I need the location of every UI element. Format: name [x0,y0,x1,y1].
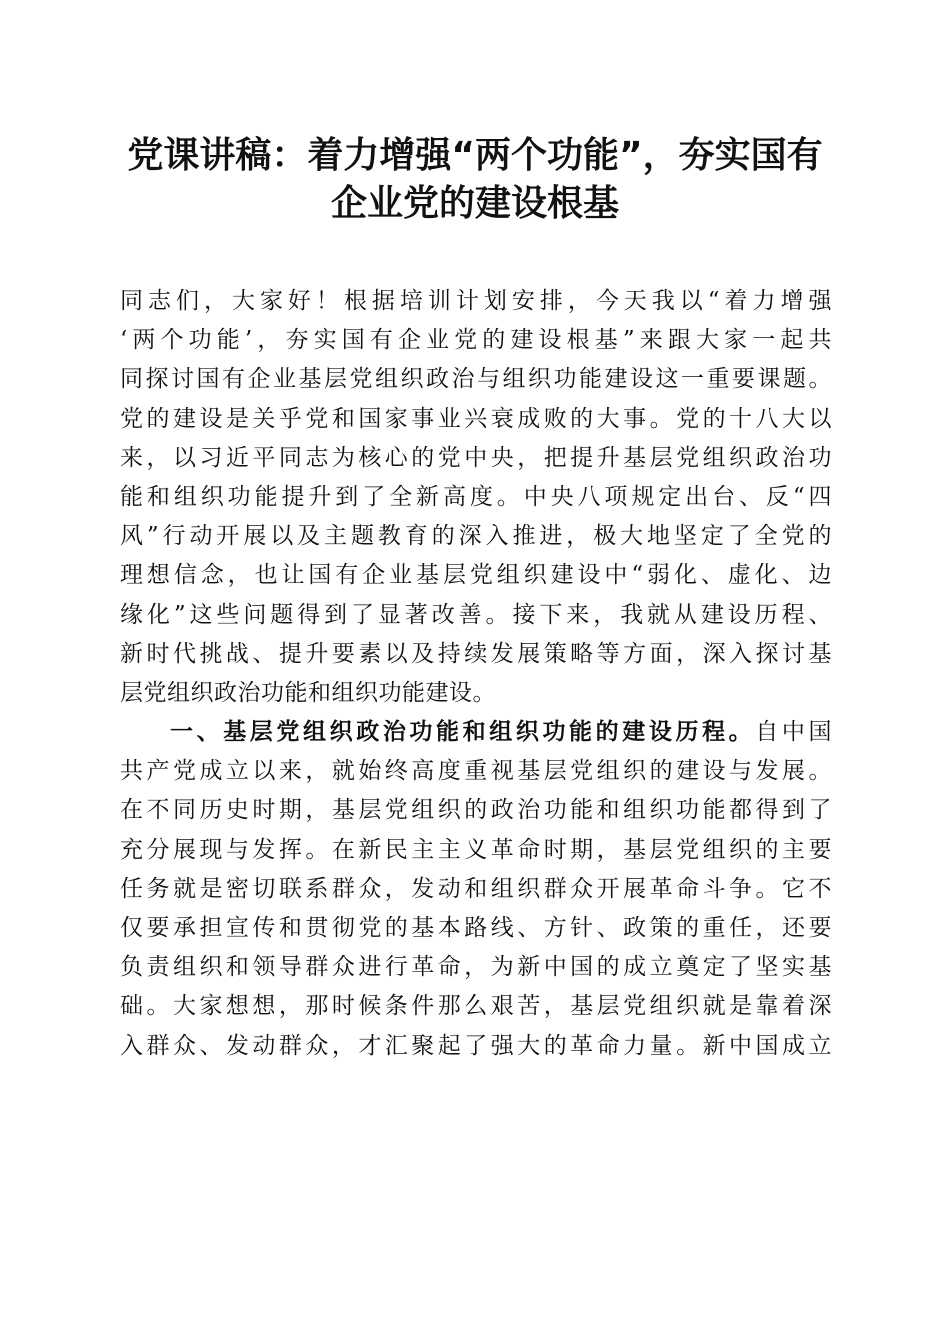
text-line: 缘化”这些问题得到了显著改善。接下来，我就从建设历程、 [120,601,832,628]
text-line: 共产党成立以来，就始终高度重视基层党组织的建设与发展。 [120,758,832,785]
text-line: 在不同历史时期，基层党组织的政治功能和组织功能都得到了 [120,797,832,824]
section-heading-line [120,713,832,752]
text-line: 层党组织政治功能和组织功能建设。 [120,679,496,706]
text-line: 风”行动开展以及主题教育的深入推进，极大地坚定了全党的 [120,523,832,550]
text-line: 理想信念，也让国有企业基层党组织建设中“弱化、虚化、边 [120,562,832,589]
paragraph-section-1 [120,713,832,1066]
text-line: 充分展现与发挥。在新民主主义革命时期，基层党组织的主要 [120,836,832,863]
text-line: 同志们，大家好！根据培训计划安排，今天我以“着力增强 [120,288,832,314]
title-line-1: 党课讲稿：着力增强“两个功能”，夯实国有 [127,135,823,176]
document-body [120,282,832,1066]
section-heading: 一、基层党组织政治功能和组织功能的建设历程。 [170,719,756,746]
text-line: 仅要承担宣传和贯彻党的基本路线、方针、政策的重任，还要 [120,915,832,941]
section-heading-continuation: 自中国 [755,719,833,746]
text-line: 党的建设是关乎党和国家事业兴衰成败的大事。党的十八大以 [120,405,832,432]
text-line: 础。大家想想，那时候条件那么艰苦，基层党组织就是靠着深 [120,993,832,1020]
text-line: 同探讨国有企业基层党组织政治与组织功能建设这一重要课题。 [120,366,832,393]
text-line: 任务就是密切联系群众，发动和组织群众开展革命斗争。它不 [120,875,832,902]
text-line: 负责组织和领导群众进行革命，为新中国的成立奠定了坚实基 [120,954,832,981]
text-line: 入群众、发动群众，才汇聚起了强大的革命力量。新中国成立 [120,1032,832,1059]
text-line: 能和组织功能提升到了全新高度。中央八项规定出台、反“四 [120,483,832,510]
text-line: 来，以习近平同志为核心的党中央，把提升基层党组织政治功 [120,444,832,471]
document-title [100,132,850,228]
title-line-2: 企业党的建设根基 [330,183,619,224]
paragraph-intro [120,282,832,713]
text-line: ‘两个功能’，夯实国有企业党的建设根基”来跟大家一起共 [120,327,832,354]
text-line: 新时代挑战、提升要素以及持续发展策略等方面，深入探讨基 [120,640,832,667]
